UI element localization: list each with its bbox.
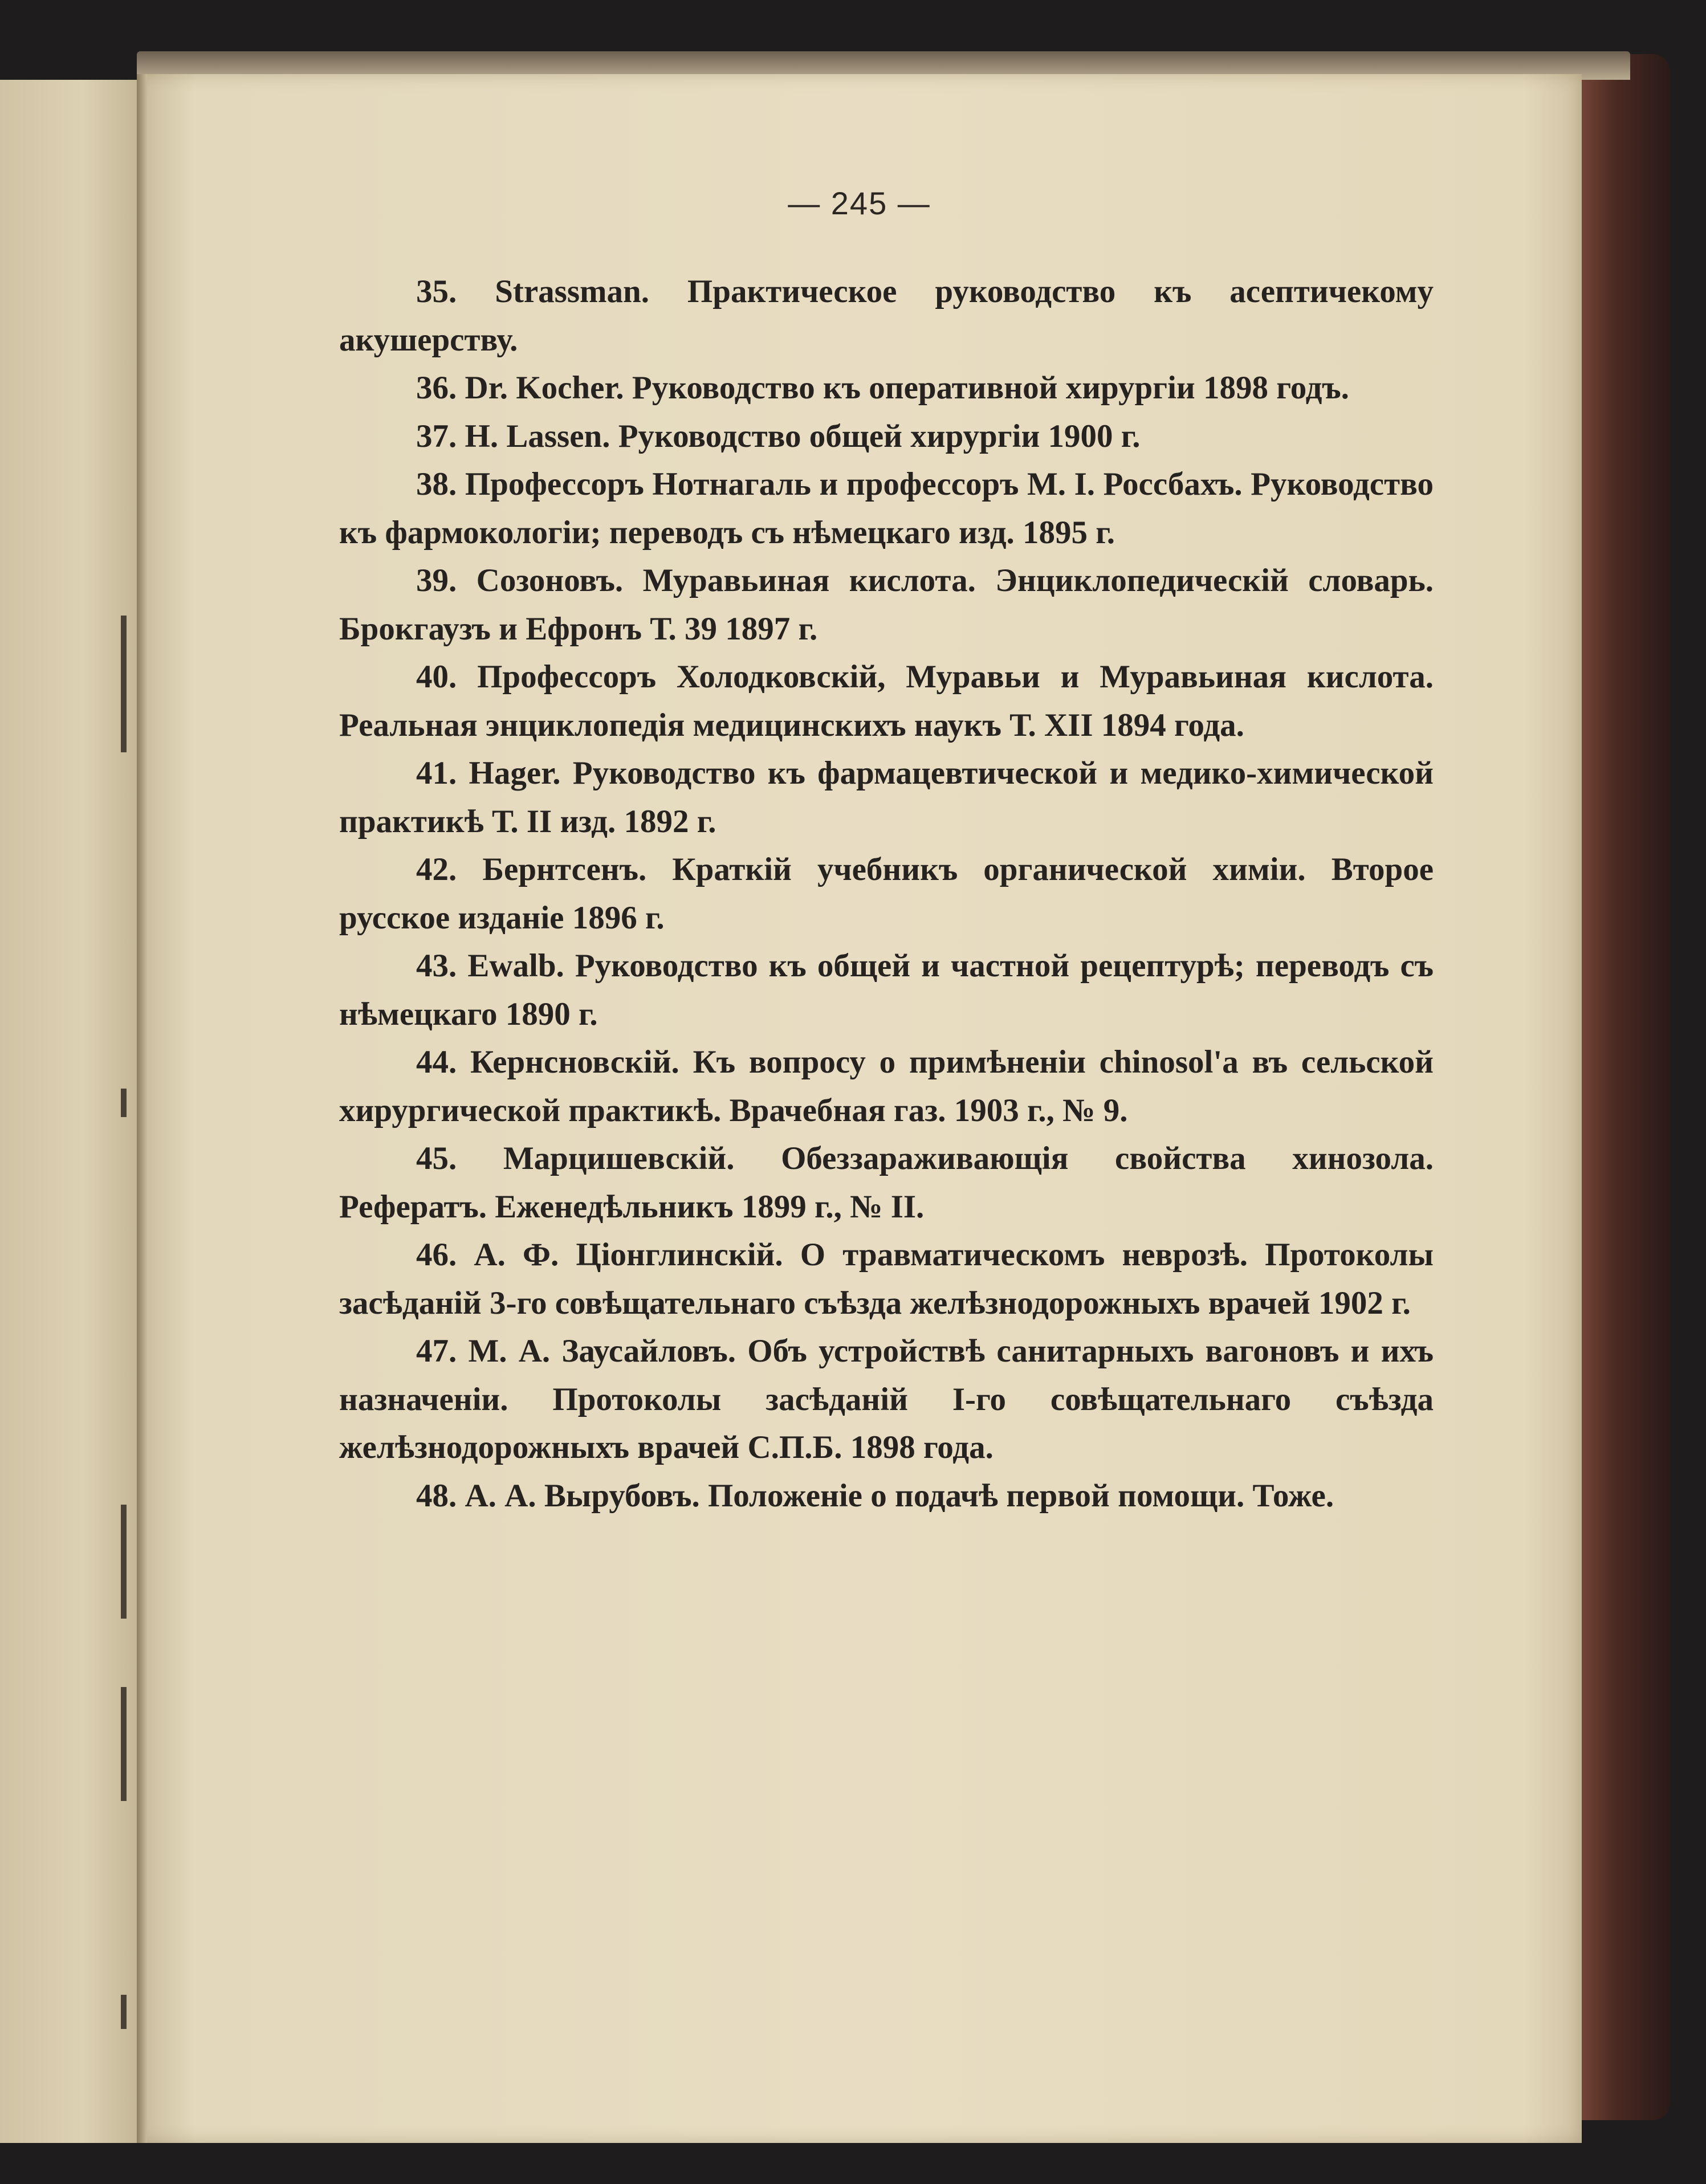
reference-item: 45. Марцишевскiй. Обеззараживающiя свойства хинозола. Рефератъ. Еженедѣльникъ 1899 г., № II. bbox=[339, 1140, 1434, 1225]
left-page-edge bbox=[0, 80, 137, 2143]
book-page bbox=[137, 74, 1582, 2143]
reference-item: 48. А. А. Вырубовъ. Положенiе о подачѣ первой помощи. Тоже. bbox=[416, 1477, 1334, 1514]
page-gutter bbox=[137, 74, 147, 2143]
reference-item: 43. Ewalb. Руководство къ общей и частной рецептурѣ; переводъ съ нѣмецкаго 1890 г. bbox=[339, 948, 1434, 1032]
binding-stitch bbox=[121, 616, 127, 752]
binding-stitch bbox=[121, 1687, 127, 1801]
binding-stitch bbox=[121, 1505, 127, 1619]
reference-item: 42. Бернтсенъ. Краткiй учебникъ органической химiи. Второе русское изданiе 1896 г. bbox=[339, 851, 1434, 936]
reference-item: 35. Strassman. Практическое руководство къ асептичекому акушерству. bbox=[339, 274, 1434, 358]
reference-item: 36. Dr. Kocher. Руководство къ оперативной хирургiи 1898 годъ. bbox=[416, 370, 1349, 406]
reference-item: 47. М. А. Заусайловъ. Объ устройствѣ санитарныхъ вагоновъ и ихъ назначенiи. Протоколы засѣданiй I-го совѣщательнаго съѣзда желѣзнодорожныхъ врачей С.П.Б. 1898 года. bbox=[339, 1333, 1434, 1465]
reference-item: 38. Профессоръ Нотнагаль и профессоръ М. I. Россбахъ. Руководство къ фармокологiи; переводъ съ нѣмецкаго изд. 1895 г. bbox=[339, 466, 1434, 551]
reference-item: 44. Кернсновскiй. Къ вопросу о примѣненiи chinosol'а въ сельской хирургической практикѣ. Врачебная газ. 1903 г., № 9. bbox=[339, 1044, 1434, 1128]
binding-stitch bbox=[121, 1089, 127, 1117]
reference-list bbox=[339, 268, 1434, 1520]
page-number: — 245 — bbox=[788, 185, 931, 221]
reference-item: 40. Профессоръ Холодковскiй, Муравьи и Муравьиная кислота. Реальная энциклопедiя медицинскихъ наукъ Т. XII 1894 года. bbox=[339, 659, 1434, 743]
reference-item: 41. Hager. Руководство къ фармацевтической и медико-химической практикѣ Т. II изд. 1892 г. bbox=[339, 755, 1434, 840]
reference-item: 37. H. Lassen. Руководство общей хирургiи 1900 г. bbox=[416, 418, 1141, 454]
binding-stitch bbox=[121, 1995, 127, 2029]
reference-item: 46. А. Ф. Цiонглинскiй. О травматическомъ неврозѣ. Протоколы засѣданiй 3-го совѣщательнаго съѣзда желѣзнодорожныхъ врачей 1902 г. bbox=[339, 1237, 1434, 1321]
reference-item: 39. Созоновъ. Муравьиная кислота. Энциклопедическiй словарь. Брокгаузъ и Ефронъ Т. 39 1897 г. bbox=[339, 563, 1434, 647]
